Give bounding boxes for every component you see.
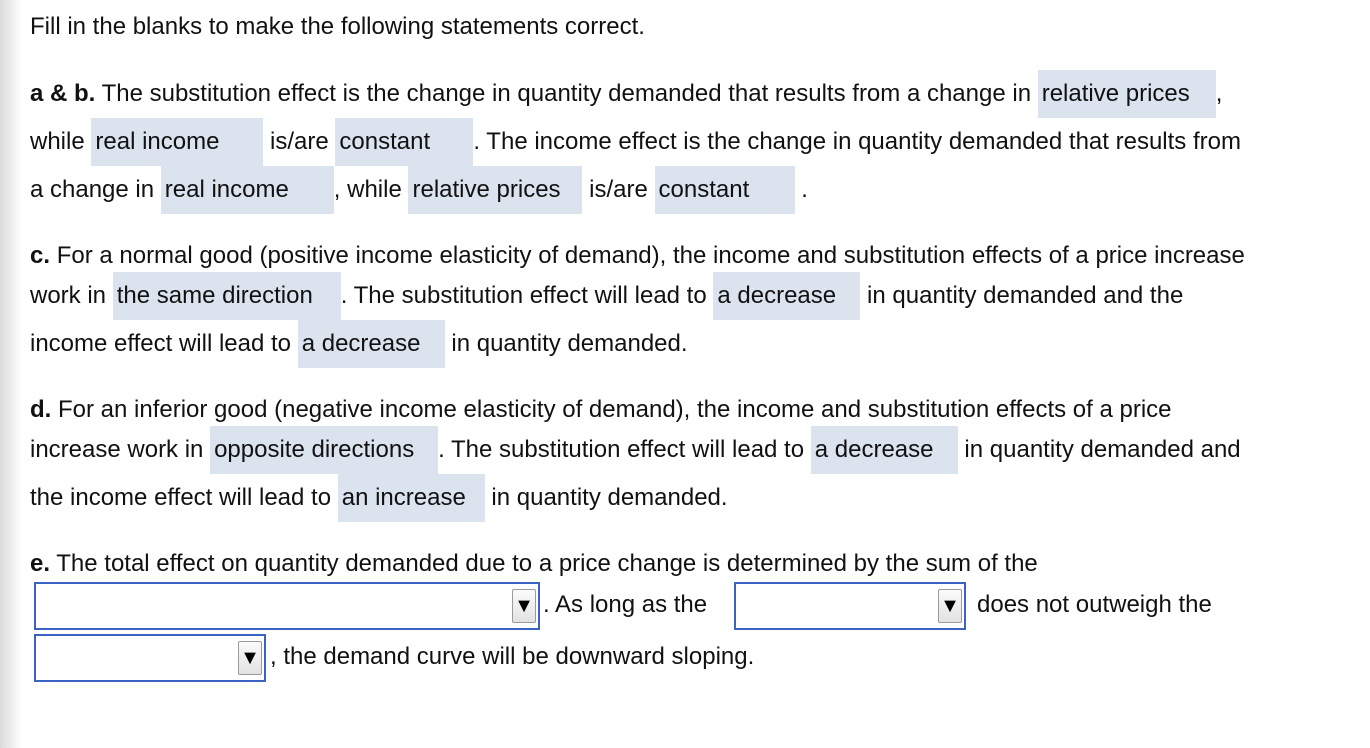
blank-ab-4[interactable]: real income <box>161 166 334 214</box>
blank-c-1[interactable]: the same direction <box>113 272 341 320</box>
part-e-text-outweigh: does not outweigh the <box>977 591 1212 618</box>
part-d-text-and: in quantity demanded and <box>964 436 1241 463</box>
part-ab-text-1: The substitution effect is the change in quantity demanded that results from a change in <box>101 80 1032 107</box>
part-e-text-aslong: . As long as the <box>543 591 708 618</box>
blank-d-3[interactable]: an increase <box>338 474 485 522</box>
part-d-text-end: in quantity demanded. <box>491 484 728 511</box>
part-c-text-and: in quantity demanded and the <box>867 282 1184 309</box>
dropdown-arrow-icon[interactable]: ▼ <box>238 641 262 675</box>
blank-d-2[interactable]: a decrease <box>811 426 958 474</box>
part-c-line-2 <box>30 272 1183 320</box>
blank-d-1[interactable]: opposite directions <box>210 426 438 474</box>
blank-ab-6[interactable]: constant <box>655 166 795 214</box>
dropdown-arrow-icon[interactable]: ▼ <box>938 589 962 623</box>
part-c-text-end: in quantity demanded. <box>451 330 688 357</box>
part-d-text-income: the income effect will lead to <box>30 484 332 511</box>
part-ab-comma: , <box>1215 80 1223 107</box>
part-c-text-1: For a normal good (positive income elasticity of demand), the income and substitution effects of a price increase <box>56 242 1245 269</box>
blank-c-3[interactable]: a decrease <box>298 320 445 368</box>
blank-ab-5[interactable]: relative prices <box>408 166 582 214</box>
part-d-line-3 <box>30 474 728 522</box>
left-edge-shadow <box>0 0 22 748</box>
select-total-effect[interactable] <box>34 582 540 630</box>
part-ab-line-2 <box>30 118 1241 166</box>
part-ab-text-income: . The income effect is the change in quantity demanded that results from <box>473 128 1241 155</box>
part-c-line-3 <box>30 320 688 368</box>
part-ab-period: . <box>801 176 808 203</box>
instruction-text: Fill in the blanks to make the following statements correct. <box>30 13 645 40</box>
part-e-text-1: The total effect on quantity demanded due to a price change is determined by the sum of the <box>56 550 1038 577</box>
part-ab-line-3 <box>30 166 808 214</box>
blank-c-2[interactable]: a decrease <box>713 272 860 320</box>
part-d-text-workin: increase work in <box>30 436 204 463</box>
part-ab-text-isare-2: is/are <box>589 176 648 203</box>
part-e-line-1 <box>30 540 1038 588</box>
blank-ab-1[interactable]: relative prices <box>1038 70 1216 118</box>
part-d-text-1: For an inferior good (negative income elasticity of demand), the income and substitution effects of a price <box>58 396 1172 423</box>
part-c-text-income: income effect will lead to <box>30 330 292 357</box>
select-effect-b[interactable] <box>34 634 266 682</box>
part-e-text-demand: , the demand curve will be downward sloping. <box>270 643 755 670</box>
part-c-label: c. <box>30 242 51 269</box>
part-c-text-workin: work in <box>30 282 107 309</box>
dropdown-arrow-icon[interactable]: ▼ <box>512 589 536 623</box>
blank-ab-2[interactable]: real income <box>91 118 263 166</box>
blank-ab-3[interactable]: constant <box>335 118 473 166</box>
part-ab-text-isare-1: is/are <box>270 128 329 155</box>
part-d-line-2 <box>30 426 1241 474</box>
part-ab-text-while-2: , while <box>333 176 402 203</box>
part-d-text-subst: . The substitution effect will lead to <box>438 436 805 463</box>
part-ab-label: a & b. <box>30 80 96 107</box>
part-c-text-subst: . The substitution effect will lead to <box>340 282 707 309</box>
part-ab-text-while: while <box>30 128 85 155</box>
part-d-label: d. <box>30 396 52 423</box>
part-ab-line-1 <box>30 70 1222 118</box>
select-effect-a[interactable] <box>734 582 966 630</box>
part-ab-text-change: a change in <box>30 176 155 203</box>
part-e-label: e. <box>30 550 51 577</box>
